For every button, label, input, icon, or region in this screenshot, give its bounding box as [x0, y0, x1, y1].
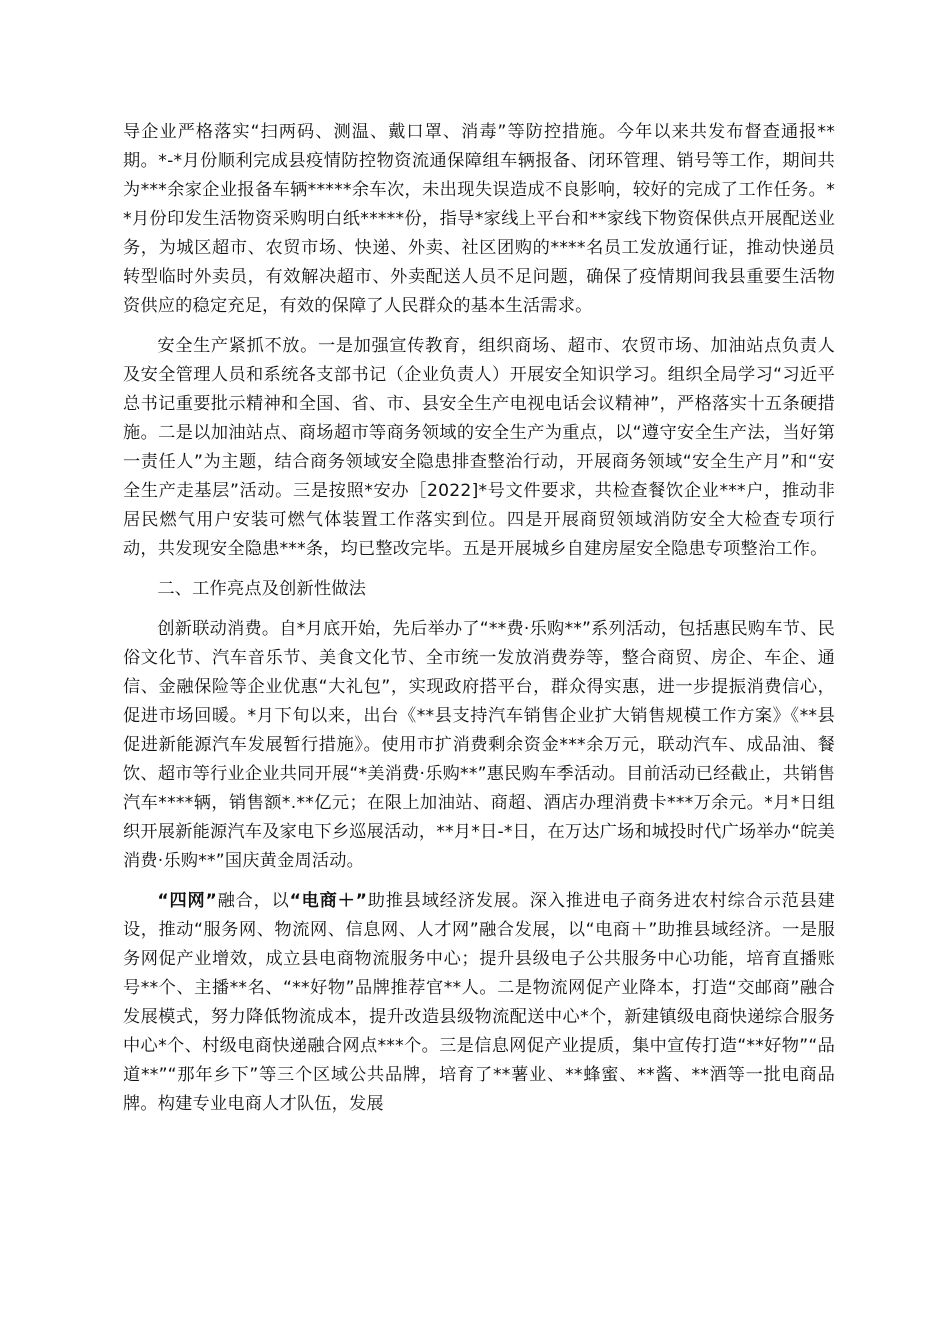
ecommerce-plus-lead: “电商＋” [289, 891, 368, 911]
four-network-body: 助推县域经济发展。深入推进电子商务进农村综合示范县建设，推动“服务网、物流网、信息网、人才网”融合发展，以“电商＋”助推县域经济。一是服务网促产业增效，成立县电商物流服务中心；提升县级电子公共服务中心功能，培育直播账号**个、主播**名、“**好物”品牌推荐官**人。二是物流网促产业降本，打造“交邮商”融合发展模式，努力降低物流成本，提升改造县级物流配送中心*个，新建镇级电商快递综合服务中心*个、村级电商快递融合网点***个。三是信息网促产业提质，集中宣传打造“**好物”“品道**”“那年乡下”等三个区域公共品牌，培育了**薯业、**蜂蜜、**酱、**酒等一批电商品牌。构建专业电商人才队伍，发展 [123, 891, 836, 1114]
paragraph-safety-production: 安全生产紧抓不放。一是加强宣传教育，组织商场、超市、农贸市场、加油站点负责人及安全管理人员和系统各支部书记（企业负责人）开展安全知识学习。组织全局学习“习近平总书记重要批示精神和全国、省、市、县安全生产电视电话会议精神”，严格落实十五条硬措施。二是以加油站点、商场超市等商务领域的安全生产为重点，以“遵守安全生产法，当好第一责任人”为主题，结合商务领域安全隐患排查整治行动，开展商务领域“安全生产月”和“安全生产走基层”活动。三是按照*安办［2022]*号文件要求，共检查餐饮企业***户，推动非居民燃气用户安装可燃气体装置工作落实到位。四是开展商贸领域消防安全大检查专项行动，共发现安全隐患***条，均已整改完毕。五是开展城乡自建房屋安全隐患专项整治工作。 [123, 336, 835, 559]
four-network-lead: “四网” [157, 891, 217, 911]
document-body [123, 118, 835, 1130]
four-network-lead-rest: 融合，以 [216, 891, 290, 911]
paragraph-linked-consumption: 创新联动消费。自*月底开始，先后举办了“**费·乐购**”系列活动，包括惠民购车节、民俗文化节、汽车音乐节、美食文化节、全市统一发放消费券等，整合商贸、房企、车企、通信、金融保险等企业优惠“大礼包”，实现政府搭平台，群众得实惠，进一步提振消费信心，促进市场回暖。*月下旬以来，出台《**县支持汽车销售企业扩大销售规模工作方案》《**县促进新能源汽车发展暂行措施》。使用市扩消费剩余资金***余万元，联动汽车、成品油、餐饮、超市等行业企业共同开展“*美消费·乐购**”惠民购车季活动。目前活动已经截止，共销售汽车****辆，销售额*.**亿元；在限上加油站、商超、酒店办理消费卡***万余元。*月*日组织开展新能源汽车及家电下乡巡展活动，**月*日-*日，在万达广场和城投时代广场举办“皖美消费·乐购**”国庆黄金周活动。 [123, 619, 835, 871]
paragraph-four-network-integration [123, 887, 835, 1119]
section-heading-highlights: 二、工作亮点及创新性做法 [157, 579, 367, 599]
paragraph-epidemic-supply: 导企业严格落实“扫两码、测温、戴口罩、消毒”等防控措施。今年以来共发布督查通报**期。*-*月份顺利完成县疫情防控物资流通保障组车辆报备、闭环管理、销号等工作，期间共为***余家企业报备车辆*****余车次，未出现失误造成不良影响，较好的完成了工作任务。**月份印发生活物资采购明白纸*****份，指导*家线上平台和**家线下物资保供点开展配送业务，为城区超市、农贸市场、快递、外卖、社区团购的****名员工发放通行证，推动快递员转型临时外卖员，有效解决超市、外卖配送人员不足问题，确保了疫情期间我县重要生活物资供应的稳定充足，有效的保障了人民群众的基本生活需求。 [123, 122, 835, 316]
